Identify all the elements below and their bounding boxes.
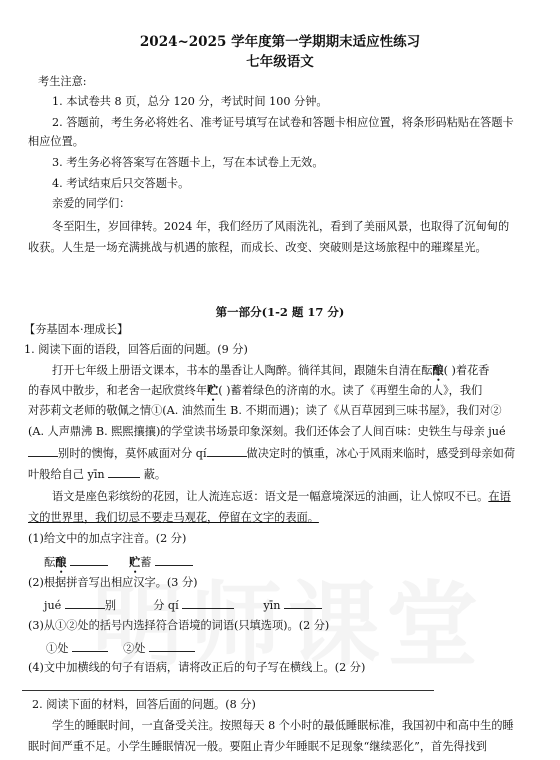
passage-line: (A. 人声鼎沸 B. 熙熙攘攘)的学堂读书场景印象深刻。我们还体会了人间百味：史铁生与母亲 jué: [28, 425, 506, 438]
notice-item: 4. 考试结束后只交答题卡。: [52, 177, 190, 190]
passage-line: 打开七年级上册语文课本，书本的墨香让人陶醉。徜徉其间，跟随朱自清在酝酿( )着花香: [52, 363, 490, 377]
answer-blank[interactable]: [72, 640, 108, 652]
notice-item: 相应位置。: [28, 135, 84, 148]
notice-heading: 考生注意:: [38, 75, 87, 88]
part-heading: 第一部分(1-2 题 17 分): [215, 305, 345, 319]
sub-question-3-answers: ①处 ②处: [46, 640, 538, 657]
passage-line: 对莎莉文老师的敬佩之情①(A. 油然而生 B. 不期而遇)；读了《从百草园到三味书屋》，我们对②: [28, 404, 502, 417]
question-1-stem: 1. 阅读下面的语段，回答后面的问题。(9 分): [24, 343, 248, 356]
notice-item: 3. 考生务必将答案写在答题卡上，写在本试卷上无效。: [52, 156, 324, 169]
notice-item: 1. 本试卷共 8 页，总分 120 分，考试时间 100 分钟。: [52, 95, 328, 108]
greeting: 亲爱的同学们：: [52, 197, 131, 210]
intro-line: 收获。人生是一场充满挑战与机遇的旅程，而成长、改变、突破则是这场旅程中的璀璨星光。: [28, 241, 487, 254]
answer-blank[interactable]: [70, 554, 108, 566]
sub-question-1-answers: 酝酿 贮蓄: [44, 554, 538, 576]
passage-line: 学生的睡眠时间，一直备受关注。按照每天 8 个小时的最低睡眠标准，我国初中和高中生的睡: [52, 719, 514, 732]
answer-blank[interactable]: [284, 597, 322, 609]
section-tag: 【夯基固本·理成长】: [24, 323, 129, 336]
passage-line: 叶般给自己 yīn 蔽。: [28, 468, 167, 481]
sub-question-4: (4)文中加横线的句子有语病，请将改正后的句子写在横线上。(2 分): [28, 661, 366, 674]
passage-line: 别时的懊悔，莫怀戚面对分 qí 做决定时的慎重，冰心于风雨来临时，感受到母亲如荷: [28, 445, 538, 462]
sub-question-2-answers: jué 别 分 qí yīn: [44, 597, 538, 614]
passage-line: 文的世界里，我们切忌不要走马观花，停留在文字的表面。: [28, 511, 319, 524]
sub-question-3: (3)从①②处的括号内选择符合语境的词语(只填选项)。(2 分): [28, 619, 330, 632]
answer-line[interactable]: [22, 690, 434, 691]
passage-line: 语文是座色彩缤纷的花园，让人流连忘返：语文是一幅意境深远的油画，让人惊叹不已。在语: [52, 490, 511, 503]
passage-line: 的春风中散步，和老舍一起欣赏终年贮( )蓄着绿色的济南的水。读了《再塑生命的人》，我们: [28, 383, 483, 397]
sub-question-1: (1)给文中的加点字注音。(2 分): [28, 532, 187, 545]
exam-title: 2024~2025 学年度第一学期期末适应性练习: [139, 34, 421, 50]
notice-item: 2. 答题前，考生务必将姓名、准考证号填写在试卷和答题卡相应位置，将条形码粘贴在答题卡: [52, 116, 514, 129]
answer-blank[interactable]: [149, 640, 195, 652]
exam-subtitle: 七年级语文: [246, 54, 314, 70]
intro-line: 冬至阳生，岁回律转。2024 年，我们经历了风雨洗礼，看到了美丽风景，也取得了沉甸甸的: [52, 220, 510, 233]
answer-blank[interactable]: [182, 597, 234, 609]
question-2-stem: 2. 阅读下面的材料，回答后面的问题。(8 分): [32, 698, 256, 711]
answer-blank[interactable]: [155, 554, 193, 566]
sub-question-2: (2)根据拼音写出相应汉字。(3 分): [28, 576, 198, 589]
passage-line: 眠时间严重不足。小学生睡眠情况一般。要阻止青少年睡眠不足现象“继续恶化”，首先得找到: [28, 740, 487, 753]
answer-blank[interactable]: [65, 597, 105, 609]
